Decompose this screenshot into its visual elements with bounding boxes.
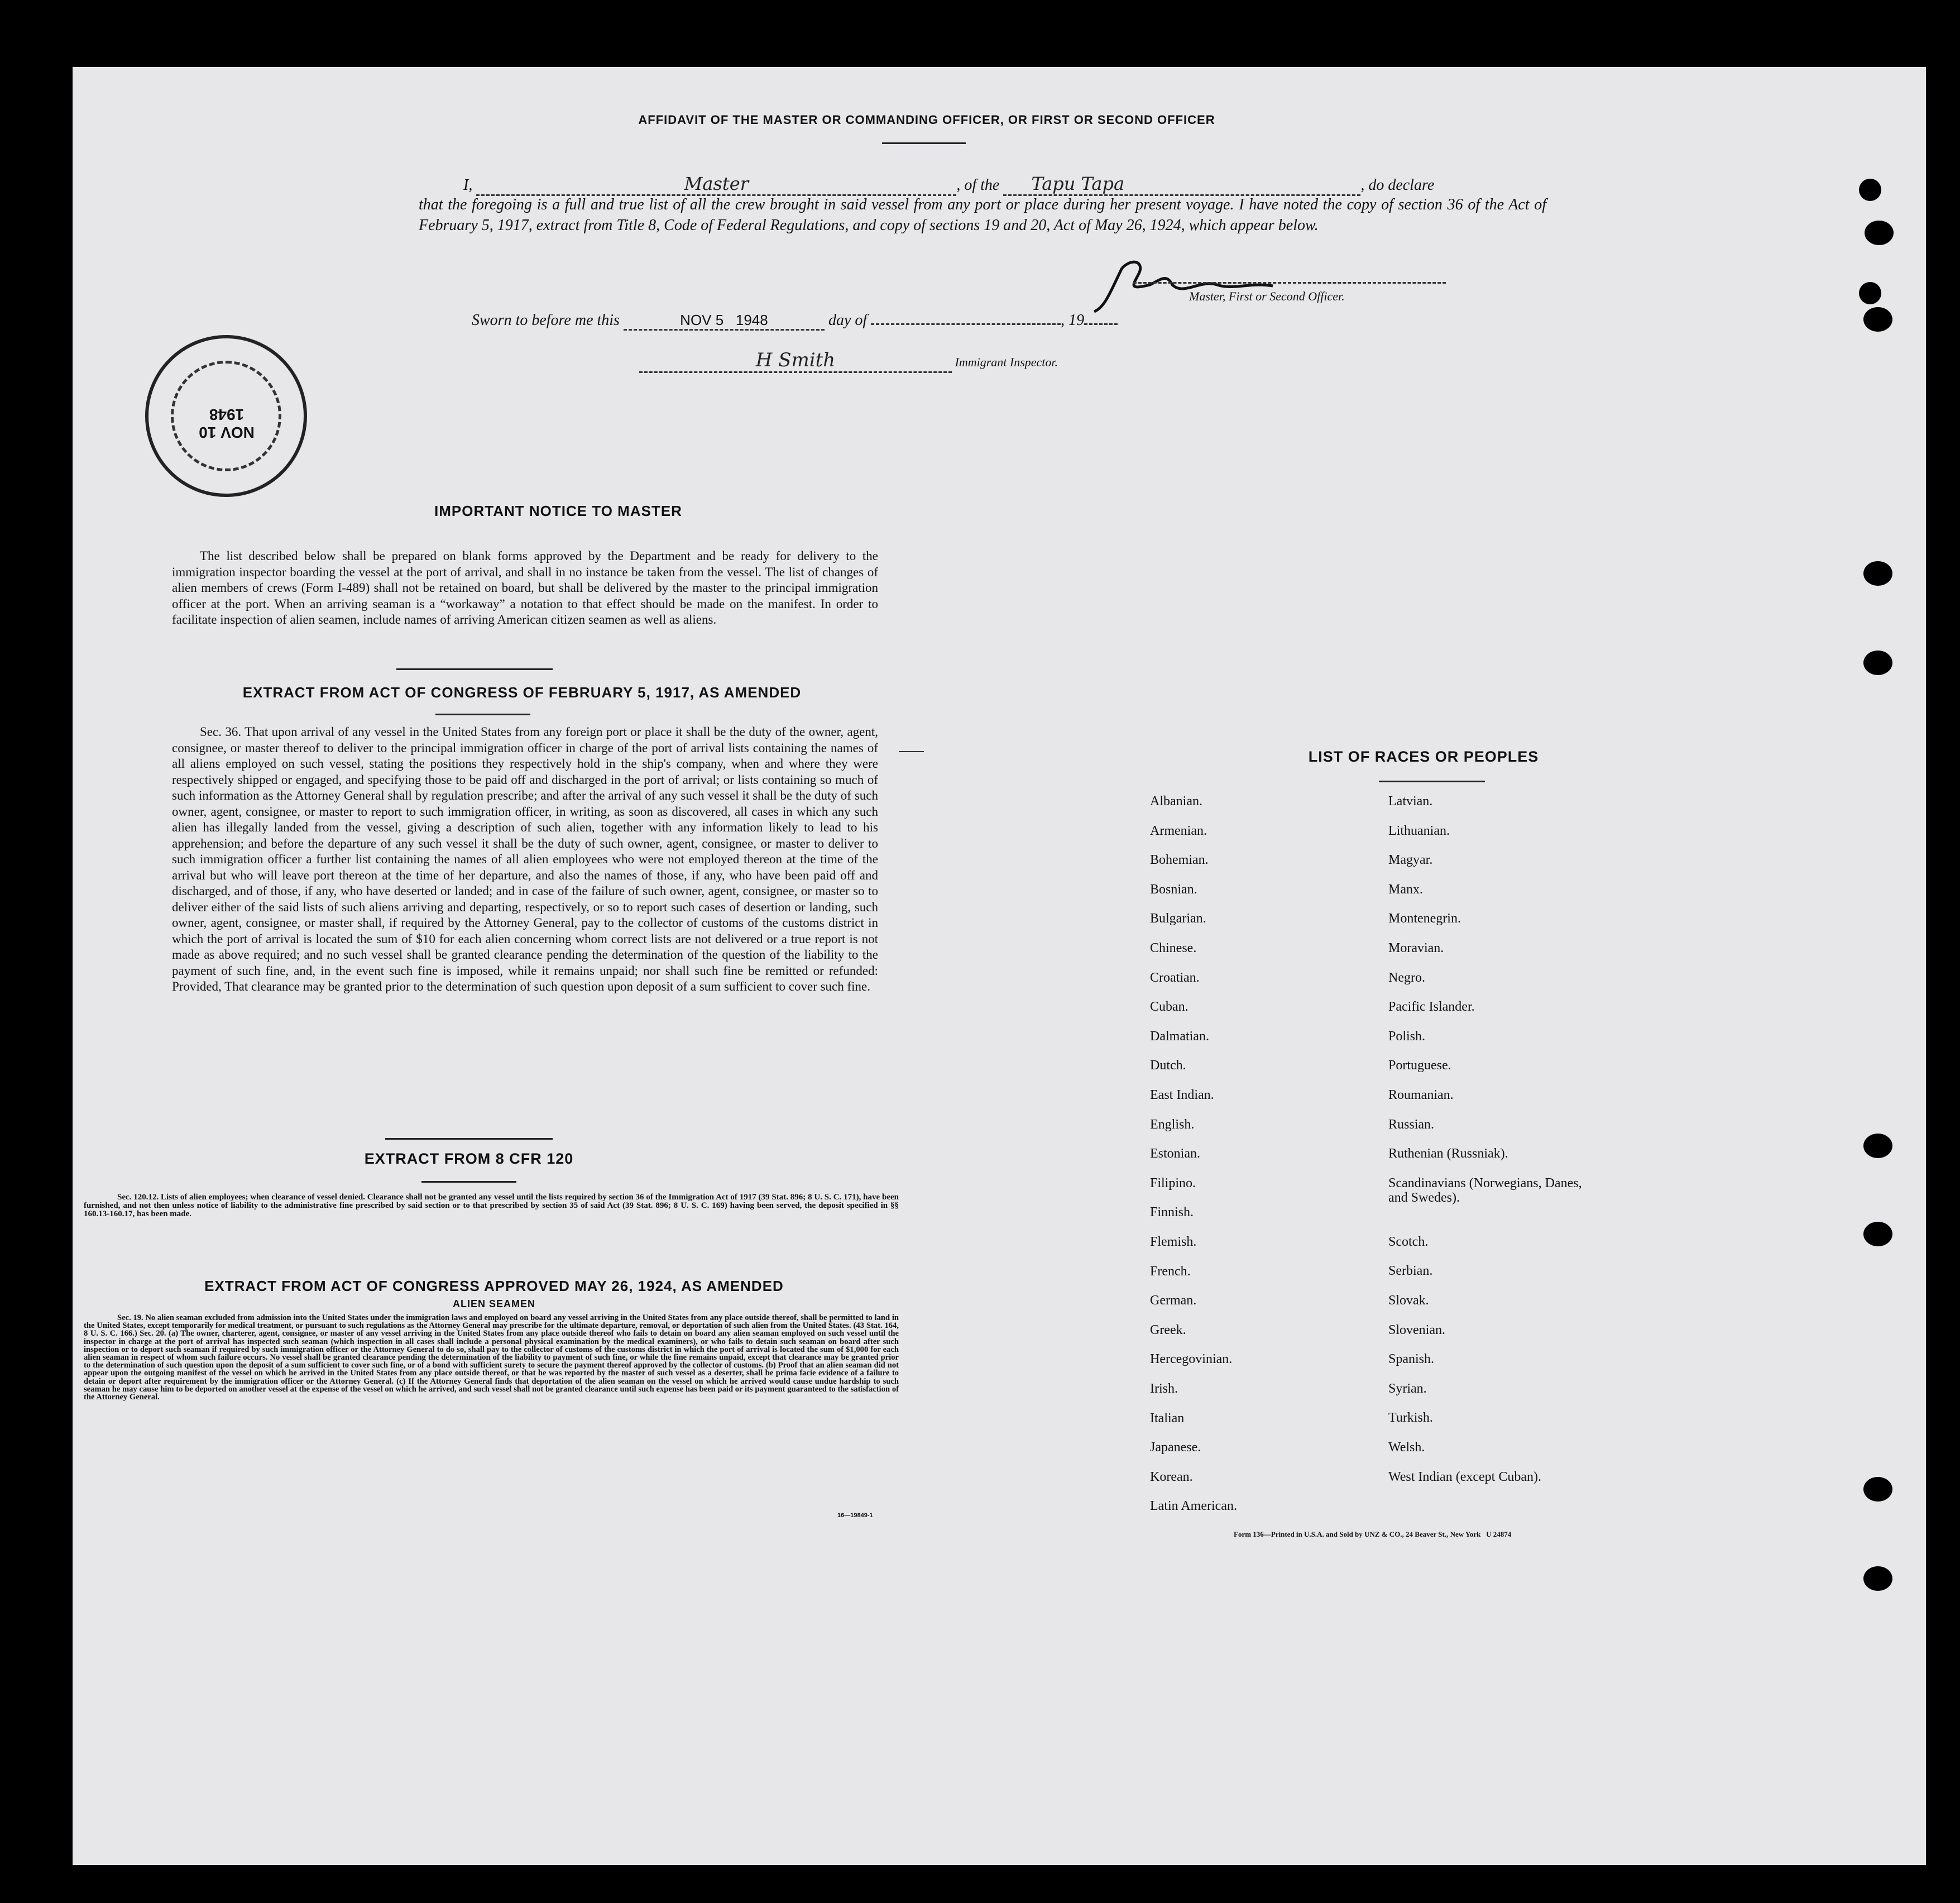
race-item: Estonian. [1150, 1146, 1200, 1161]
extract-1924-body: Sec. 19. No alien seaman excluded from admission into the United States under the immigration laws and employed on board any vessel arriving in the United States from any place outside thereof, shall be permitted to land in the United States, except temporarily for medical treatment, or pursuant to such regulations as the Attorney General may prescribe for the ultimate departure, removal, or deportation of such alien from the United States. (43 Stat. 164, 8 U. S. C. 166.) Sec. 20. (a) The owner, charterer, agent, consignee, or master of any vessel arriving in the United States from any place outside thereof who fails to detain on board any alien seaman employed on such vessel until the inspector in charge at the port of arrival has inspected such seaman (which inspection in all cases shall include a personal physical examination by the medical examiners), or who fails to detain such seaman on board after such inspection or to deport such seaman if required by such immigration officer or the Attorney General to do so, shall pay to the collector of customs of the customs district in which the port of arrival is located the sum of $1,000 for each alien seaman in respect of whom such failure occurs. No vessel shall be granted clearance pending the determination of the liability to payment of such fine, or while the fine remains unpaid, except that clearance may be granted prior to the determination of such question upon the deposit of a sum sufficient to cover such fine, or of a bond with sufficient surety to secure the payment thereof approved by the collector of customs. (b) Proof that an alien seaman did not appear upon the outgoing manifest of the vessel on which he arrived in the United States from any place outside thereof, or that he was reported by the master of such vessel as a deserter, shall be prima facie evidence of a failure to detain or deport after requirement by the immigration officer or the Attorney General. (c) If the Attorney General finds that deportation of the alien seaman on the vessel on which he arrived would cause undue hardship to such seaman he may cause him to be deported on another vessel at the expense of the vessel on which he arrived, and such vessel shall not be granted clearance until such expense has been paid or its payment guaranteed to the satisfaction of the Attorney General. [84, 1313, 899, 1402]
race-item: French. [1150, 1264, 1191, 1279]
punch-hole [1863, 1134, 1892, 1158]
cfr-body: Sec. 120.12. Lists of alien employees; when clearance of vessel denied. Clearance shall not be granted any vessel until the lists required by section 36 of the Immigration Act of 1917 (39 Stat. 896; 8 U. S. C. 171), have been furnished, and not then unless notice of liability to the administrative fine prescribed by said section or to that prescribed by section 35 of said Act (39 Stat. 896; 8 U. S. C. 169) having been served, the deposit specified in §§ 160.13-160.17, has been made. [84, 1193, 899, 1218]
year-label: , 19 [1061, 312, 1085, 329]
race-item: Flemish. [1150, 1235, 1197, 1249]
form-footer: Form 136—Printed in U.S.A. and Sold by UNZ & CO., 24 Beaver St., New York U 24874 [1234, 1530, 1512, 1538]
vessel-value: Tapu Tapa [1031, 173, 1125, 194]
race-item: Greek. [1150, 1322, 1186, 1337]
punch-hole [1863, 1477, 1892, 1502]
punch-hole [1863, 651, 1892, 675]
race-item: Italian [1150, 1410, 1185, 1426]
divider [1379, 781, 1485, 782]
divider [421, 1181, 516, 1183]
race-item: Russian. [1388, 1117, 1435, 1132]
punch-hole [1863, 1222, 1892, 1246]
inspection-stamp [145, 335, 307, 497]
year-field [1084, 323, 1118, 325]
race-item: Irish. [1150, 1381, 1178, 1396]
race-item: Spanish. [1388, 1352, 1435, 1367]
race-item: Hercegovinian. [1150, 1352, 1233, 1367]
affidavit-declaration-line [463, 173, 1546, 196]
races-title: LIST OF RACES OR PEOPLES [1308, 748, 1539, 765]
race-item: Portuguese. [1388, 1058, 1451, 1073]
day-of-label: day of [828, 312, 868, 329]
race-item: Slovak. [1388, 1293, 1429, 1308]
extract-1924-subtitle: ALIEN SEAMEN [452, 1298, 535, 1309]
of-the-label: , of the [956, 176, 1000, 194]
race-item: Croatian. [1150, 970, 1200, 985]
race-item: Ruthenian (Russniak). [1388, 1146, 1508, 1161]
race-item: Turkish. [1388, 1410, 1433, 1426]
vessel-field [1003, 173, 1360, 196]
do-declare-label: , do declare [1360, 176, 1435, 194]
race-item: Scotch. [1388, 1234, 1429, 1249]
notice-title: IMPORTANT NOTICE TO MASTER [434, 503, 682, 519]
extract-1917-title: EXTRACT FROM ACT OF CONGRESS OF FEBRUARY 5, 1917, AS AMENDED [242, 684, 802, 701]
punch-hole [1863, 561, 1892, 586]
race-item: Roumanian. [1388, 1088, 1454, 1102]
race-item: Polish. [1388, 1029, 1426, 1044]
race-item: Dalmatian. [1150, 1029, 1209, 1044]
i-label: I, [463, 176, 473, 194]
sworn-label: Sworn to before me this [472, 312, 620, 329]
race-item: West Indian (except Cuban). [1388, 1469, 1541, 1484]
race-item: Latin American. [1150, 1499, 1237, 1514]
race-item: Dutch. [1150, 1058, 1186, 1073]
race-item: Finnish. [1150, 1205, 1194, 1220]
race-item: Montenegrin. [1388, 911, 1461, 926]
extract-1917-body: Sec. 36. That upon arrival of any vessel in the United States from any foreign port or place it shall be the duty of the owner, agent, consignee, or master thereof to deliver to the principal immigration officer in charge of the port of arrival lists containing the names of all aliens employed on such vessel, stating the positions they respectively hold in the ship's company, when and where they were respectively shipped or engaged, and specifying those to be paid off and discharged in the port of arrival; or lists containing so much of such information as the Attorney General shall by regulation prescribe; and after the arrival of any such vessel it shall be the duty of such owner, agent, consignee, or master to report to such immigration officer, in writing, as soon as discovered, all cases in which any such alien has illegally landed from the vessel, giving a description of such alien, together with any information likely to lead to his apprehension; and before the departure of any such vessel it shall be the duty of such owner, agent, consignee, or master to deliver to such immigration officer a further list containing the names of all alien employees who were not employed thereon at the time of the arrival but who will leave port thereon at the time of her departure, and also the names of those, if any, who have been paid off and discharged, and of those, if any, who have deserted or landed; and in case of the failure of such owner, agent, consignee, or master so to deliver either of the said lists of such aliens arriving and departing, respectively, or so to report such cases of desertion or landing, such owner, agent, consignee, or master shall, if required by the Attorney General, pay to the collector of customs of the customs district in which the port of arrival is located the sum of $10 for each alien concerning whom correct lists are not delivered or a true report is not made as above required; and no such vessel shall be granted clearance pending the determination of the question of the liability to the payment of such fine, and, in the event such fine is imposed, while it remains unpaid; nor shall such fine be remitted or refunded: Provided, That clearance may be granted prior to the determination of such question upon deposit of a sum sufficient to cover such fine. [172, 725, 878, 993]
divider [396, 668, 553, 670]
inspector-signature: H Smith [755, 349, 836, 371]
race-item: Bohemian. [1150, 853, 1209, 868]
master-value: Master [684, 173, 749, 194]
document-page [73, 67, 1926, 1865]
race-item: Cuban. [1150, 1000, 1189, 1015]
race-item: Slovenian. [1388, 1322, 1445, 1337]
signature-caption: Master, First or Second Officer. [1189, 289, 1345, 303]
race-item: Scandinavians (Norwegians, Danes, and Swedes). [1388, 1175, 1582, 1205]
race-item: Pacific Islander. [1388, 1000, 1475, 1015]
race-item: German. [1150, 1293, 1197, 1308]
punch-hole [1859, 282, 1881, 304]
race-item: Serbian. [1388, 1264, 1433, 1279]
punch-hole [1865, 221, 1894, 245]
race-item: Korean. [1150, 1469, 1193, 1484]
affidavit-body: that the foregoing is a full and true list of all the crew brought in said vessel from any port or place during her present voyage. I have noted the copy of section 36 of the Act of February 5, 1917, extract from Title 8, Code of Federal Regulations, and copy of sections 19 and 20, Act of May 26, 1924, which appear below. [419, 196, 1546, 234]
notice-body: The list described below shall be prepared on blank forms approved by the Department and be ready for delivery to the immigration inspector boarding the vessel at the port of arrival, and shall in no instance be taken from the vessel. The list of changes of alien members of crews (Form I-489) shall not be retained on board, but shall be delivered by the master to the principal immigration officer at the port. When an arriving seaman is a “workaway” a notation to that effect should be made on the manifest. In order to facilitate inspection of alien seamen, include names of arriving American citizen seamen as well as aliens. [172, 549, 878, 627]
race-item: East Indian. [1150, 1088, 1214, 1102]
race-item: Latvian. [1388, 794, 1433, 809]
divider [435, 714, 530, 715]
master-field [476, 173, 956, 196]
race-item: Magyar. [1388, 853, 1433, 868]
race-item: Albanian. [1150, 794, 1202, 809]
race-item: Bulgarian. [1150, 911, 1206, 926]
sworn-date: NOV 5 1948 [624, 312, 825, 331]
cfr-title: EXTRACT FROM 8 CFR 120 [364, 1150, 574, 1167]
race-item: Lithuanian. [1388, 823, 1450, 838]
race-item: Syrian. [1388, 1381, 1427, 1396]
race-item: Bosnian. [1150, 882, 1197, 897]
master-signature [1089, 251, 1290, 318]
month-field [871, 323, 1061, 325]
divider [385, 1138, 553, 1140]
race-item: Welsh. [1388, 1440, 1425, 1455]
race-item: Filipino. [1150, 1175, 1196, 1190]
race-item: Japanese. [1150, 1440, 1201, 1455]
race-item: Chinese. [1150, 941, 1197, 955]
punch-hole [1863, 1566, 1892, 1591]
extract-1924-title: EXTRACT FROM ACT OF CONGRESS APPROVED MAY 26, 1924, AS AMENDED [204, 1278, 784, 1294]
race-item: Armenian. [1150, 823, 1207, 838]
form-code: 16—19849-1 [837, 1512, 873, 1519]
inspector-caption: Immigrant Inspector. [955, 355, 1058, 369]
inspector-line [639, 349, 1058, 373]
inspector-field [639, 349, 952, 373]
stamp-date: NOV 10 1948 [199, 406, 255, 441]
race-item: Manx. [1388, 882, 1423, 897]
punch-hole [1863, 307, 1892, 332]
divider [882, 142, 966, 144]
sworn-line [472, 312, 1118, 331]
center-tick [899, 751, 924, 752]
signature-line [1133, 282, 1446, 284]
race-item: English. [1150, 1117, 1195, 1132]
punch-hole [1859, 179, 1881, 201]
affidavit-title: AFFIDAVIT OF THE MASTER OR COMMANDING OFFICER, OR FIRST OR SECOND OFFICER [638, 113, 1215, 127]
race-item: Moravian. [1388, 941, 1444, 955]
race-item: Negro. [1388, 970, 1425, 985]
